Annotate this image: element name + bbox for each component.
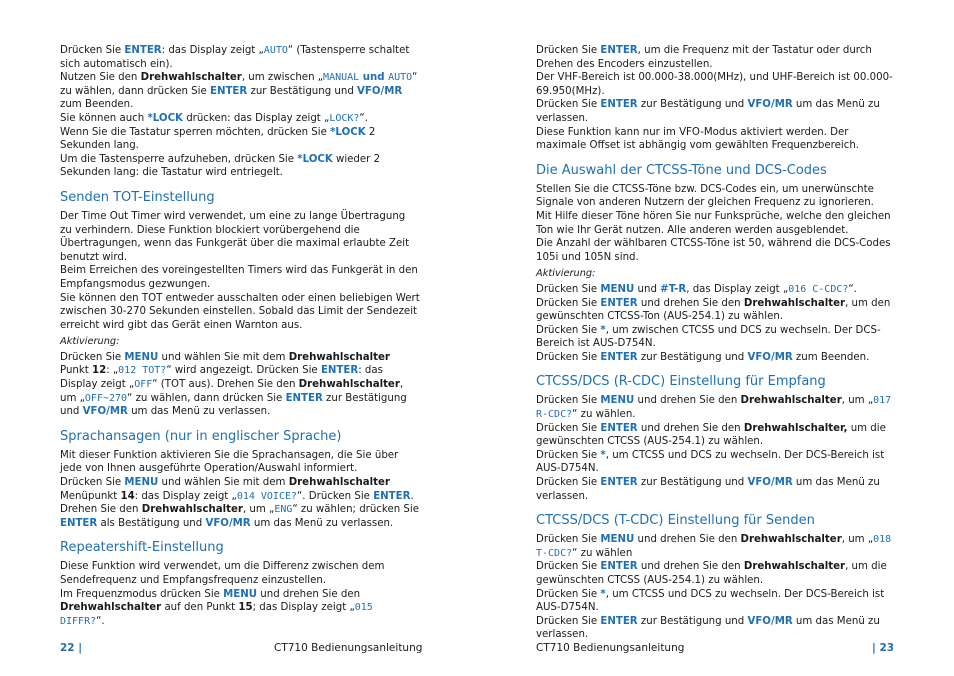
paragraph	[536, 44, 898, 71]
text-run: “ zu wählen	[572, 547, 633, 559]
section-heading	[536, 374, 898, 390]
text-run: : das Display zeigt „	[134, 490, 237, 502]
text-run: “ zu wählen; drücken Sie	[292, 504, 419, 516]
text-run: , um „	[60, 379, 404, 404]
lcd-text: LOCK?	[329, 112, 360, 124]
key-label: VFO/MR	[747, 99, 793, 111]
lcd-text: 018 T-CDC?	[536, 534, 892, 559]
text-run: Um die Tastensperre aufzuheben, drücken Sie	[60, 153, 298, 165]
key-label: VFO/MR	[205, 517, 251, 529]
text-run: : „	[106, 365, 119, 377]
text-run: Im Frequenzmodus drücken Sie	[60, 588, 224, 600]
text-run: Drücken Sie	[536, 477, 601, 489]
text-run: “.	[359, 112, 368, 124]
text-run: zur Bestätigung und	[637, 477, 748, 489]
key-label: ENTER	[600, 561, 638, 573]
text-run: wieder 2 Sekunden lang: die Tastatur wird entriegelt.	[60, 153, 381, 179]
key-label: ENTER	[209, 85, 248, 97]
text-run: Senden TOT-Einstellung	[60, 189, 215, 205]
text-run: Der Time Out Timer wird verwendet, um eine zu lange Übertragung zu verhindern. Diese Funktion blockiert vorübergehend die Übertragungen, wenn das Funkgerät über die maximal erlaubte Zeit benutzt wird.	[60, 210, 410, 263]
key-label: ENTER	[600, 422, 638, 434]
lcd-text: ENG	[274, 504, 293, 516]
text-run: Nutzen Sie den	[60, 72, 141, 84]
left-footer-title: CT710 Bedienungsanleitung	[274, 642, 423, 654]
text-run: und drehen Sie den	[257, 588, 361, 600]
key-label: VFO/MR	[747, 615, 793, 627]
section-heading	[536, 513, 898, 529]
activation-label	[60, 335, 420, 349]
text-run: Der VHF-Bereich ist 00.000-38.000(MHz), und UHF-Bereich ist 00.000-69.950(MHz).	[536, 72, 893, 97]
key-label: *	[600, 324, 606, 336]
key-label: ENTER	[373, 490, 411, 502]
paragraph	[536, 394, 898, 421]
text-run: Drücken Sie	[536, 45, 601, 56]
paragraph	[536, 126, 898, 153]
text-run: , um „	[841, 395, 874, 407]
bold-term: Drehwahlschalter	[743, 297, 846, 309]
key-label: VFO/MR	[747, 477, 793, 489]
text-run: Aktivierung:	[536, 268, 596, 280]
text-run: Drücken Sie	[536, 395, 601, 407]
text-run: um das Menü zu verlassen.	[127, 406, 271, 418]
text-run: um das Menü zu verlassen.	[250, 517, 394, 529]
text-run: .	[410, 490, 414, 502]
bold-term: Drehwahlschalter	[740, 395, 842, 407]
paragraph	[536, 560, 898, 587]
key-label: MENU	[124, 477, 159, 489]
paragraph	[60, 264, 420, 291]
paragraph	[536, 476, 898, 503]
key-label: ENTER	[600, 297, 638, 309]
paragraph	[60, 476, 420, 503]
paragraph	[60, 503, 420, 530]
text-run: , um „	[841, 534, 874, 546]
text-run: und	[634, 283, 661, 295]
text-run: und drehen Sie den	[637, 297, 744, 309]
text-run: “ zu wählen, dann drücken Sie	[127, 392, 286, 404]
text-run: 2 Sekunden lang.	[60, 126, 376, 152]
bold-term: Drehwahlschalter,	[743, 422, 848, 434]
key-label: ENTER	[124, 45, 162, 56]
text-run: Diese Funktion kann nur im VFO-Modus aktiviert werden. Der maximale Offset ist abhängig vom gewählten Frequenzbereich.	[536, 126, 860, 152]
section-heading	[536, 163, 898, 179]
text-run: , das Display zeigt „	[686, 283, 789, 295]
text-run: Drücken Sie	[536, 449, 601, 461]
text-run: : das Display zeigt „	[161, 45, 264, 56]
text-run: , um zwischen CTCSS und DCS zu wechseln. Der DCS-Bereich ist AUS-D754N.	[536, 324, 881, 350]
key-label: MENU	[124, 351, 159, 363]
key-label: *	[600, 449, 606, 461]
paragraph	[60, 210, 420, 264]
text-run: , um die gewünschten CTCSS (AUS-254.1) zu wählen.	[536, 561, 887, 586]
text-run: um die gewünschten CTCSS (AUS-254.1) zu wählen.	[536, 422, 886, 448]
paragraph	[536, 422, 898, 449]
lcd-text: 015 DIFFR?	[60, 602, 373, 627]
text-run: “.	[96, 615, 105, 627]
key-label: ENTER	[600, 477, 638, 489]
text-run: Mit dieser Funktion aktivieren Sie die Sprachansagen, die Sie über jede von Ihnen ausgeführte Operation/Auswahl informiert.	[60, 449, 399, 475]
text-run: “ wird angezeigt. Drücken Sie	[166, 365, 321, 377]
text-run: Wenn Sie die Tastatur sperren möchten, drücken Sie	[60, 126, 331, 138]
text-run: als Bestätigung und	[97, 517, 206, 529]
paragraph	[60, 44, 420, 71]
bold-term: 12	[92, 365, 107, 377]
activation-label	[536, 267, 898, 281]
text-run: Drücken Sie	[60, 351, 125, 363]
text-run: Sie können den TOT entweder ausschalten oder einen beliebigen Wert zwischen 30-270 Sekunden einstellen. Sobald das Limit der Sendezeit erreicht wird gibt das Gerät einen Warnton aus.	[60, 292, 420, 331]
key-label: VFO/MR	[82, 406, 128, 418]
bold-term: 15	[238, 602, 253, 614]
text-run: “. Drücken Sie	[297, 490, 374, 502]
bold-term: Drehwahlschalter	[298, 379, 400, 391]
lcd-text: MANUAL	[323, 72, 360, 84]
bold-term: Drehwahlschalter	[141, 504, 243, 516]
text-run: Sie können auch	[60, 112, 148, 124]
text-run: und drehen Sie den	[637, 422, 744, 434]
key-label: ENTER	[285, 392, 323, 404]
text-run: Die Auswahl der CTCSS-Töne und DCS-Codes	[536, 162, 827, 178]
paragraph	[60, 153, 420, 180]
lcd-text: 014 VOICE?	[236, 490, 298, 502]
text-run: zur Bestätigung und	[637, 351, 748, 363]
text-run: Drücken Sie	[536, 297, 601, 309]
text-run: : das Display zeigt „	[60, 365, 383, 391]
lcd-text: 017 R-CDC?	[536, 395, 892, 421]
text-run: Stellen Sie die CTCSS-Töne bzw. DCS-Codes ein, um unerwünschte Signale von anderen Nutzern der gleichen Frequenz zu ignorieren.	[536, 183, 874, 209]
bold-term: Drehwahlschalter	[288, 477, 390, 489]
paragraph	[60, 588, 420, 629]
paragraph	[536, 351, 898, 365]
text-run: “ (Tastensperre schaltet sich automatisch ein).	[60, 45, 410, 70]
paragraph	[60, 126, 420, 153]
text-run: Drücken Sie	[536, 99, 601, 111]
paragraph	[536, 533, 898, 560]
lcd-text: OFF	[134, 379, 153, 391]
text-run: Diese Funktion wird verwendet, um die Differenz zwischen dem Sendefrequenz und Empfangsfrequenz einzustellen.	[60, 561, 385, 586]
text-run: Drücken Sie	[536, 615, 601, 627]
text-run: , um CTCSS und DCS zu wechseln. Der DCS-Bereich ist AUS-D754N.	[536, 449, 885, 475]
bold-term: Drehwahlschalter	[743, 561, 846, 573]
paragraph	[60, 351, 420, 419]
text-run: Die Anzahl der wählbaren CTCSS-Töne ist 50, während die DCS-Codes 105i und 105N sind.	[536, 238, 891, 263]
text-run: Drücken Sie	[536, 351, 601, 363]
lcd-text: OFF~270	[84, 392, 128, 404]
paragraph	[536, 237, 898, 264]
key-label: #T-R	[660, 283, 687, 295]
key-label: MENU	[600, 534, 635, 546]
key-label: VFO/MR	[357, 85, 403, 97]
key-label: MENU	[600, 395, 635, 407]
paragraph	[60, 449, 420, 476]
key-label: *LOCK	[297, 153, 333, 165]
text-run: “ zu wählen, dann drücken Sie	[60, 72, 418, 97]
text-run: “ (TOT aus). Drehen Sie den	[152, 379, 299, 391]
key-label: ENTER	[60, 517, 98, 529]
key-label: ENTER	[600, 45, 638, 56]
text-run: CTCSS/DCS (T-CDC) Einstellung für Senden	[536, 513, 815, 529]
text-run: , um den gewünschten CTCSS-Ton (AUS-254.1) zu wählen.	[536, 297, 891, 323]
text-run: und wählen Sie mit dem	[158, 351, 289, 363]
text-run: Drücken Sie	[536, 588, 601, 600]
text-run: zur Bestätigung und	[637, 615, 748, 627]
text-run: Aktivierung:	[60, 336, 120, 348]
text-run: Drücken Sie	[536, 422, 601, 434]
paragraph	[60, 71, 420, 112]
key-label: und	[359, 72, 389, 84]
text-run: Mit Hilfe dieser Töne hören Sie nur Funksprüche, welche den gleichen Ton wie Ihr Gerät nutzen. Alle anderen werden ausgeblendet.	[536, 210, 891, 236]
key-label: VFO/MR	[747, 351, 793, 363]
text-run: Drücken Sie	[536, 561, 601, 573]
section-heading	[60, 429, 420, 445]
paragraph	[536, 324, 898, 351]
text-run: zum Beenden.	[792, 351, 870, 363]
text-run: um das Menü zu verlassen.	[536, 477, 880, 502]
lcd-text: 016 C-CDC?	[788, 283, 849, 295]
key-label: MENU	[223, 588, 258, 600]
text-run: Drücken Sie	[536, 283, 601, 295]
right-page-number: | 23	[872, 642, 895, 654]
key-label: ENTER	[600, 615, 638, 627]
key-label: *LOCK	[330, 126, 366, 138]
left-page-column	[60, 44, 420, 628]
paragraph	[536, 615, 898, 642]
text-run: drücken: das Display zeigt „	[182, 112, 330, 124]
text-run: zur Bestätigung und	[637, 99, 748, 111]
key-label: MENU	[600, 283, 635, 295]
bold-term: Drehwahlschalter	[60, 602, 162, 614]
right-footer-title: CT710 Bedienungsanleitung	[536, 642, 685, 654]
paragraph	[536, 183, 898, 210]
key-label: ENTER	[600, 351, 638, 363]
text-run: Drehen Sie den	[60, 504, 142, 516]
text-run: und wählen Sie mit dem	[158, 477, 289, 489]
key-label: ENTER	[320, 365, 359, 377]
text-run: und drehen Sie den	[634, 395, 741, 407]
paragraph	[60, 292, 420, 333]
text-run: Drücken Sie	[536, 534, 601, 546]
text-run: und drehen Sie den	[637, 561, 744, 573]
lcd-text: AUTO	[388, 72, 413, 84]
paragraph	[60, 560, 420, 587]
text-run: und drehen Sie den	[634, 534, 741, 546]
text-run: um das Menü zu verlassen.	[536, 99, 880, 124]
paragraph	[536, 297, 898, 324]
paragraph	[536, 283, 898, 297]
key-label: *LOCK	[147, 112, 183, 124]
text-run: Drücken Sie	[60, 477, 125, 489]
text-run: Menüpunkt	[60, 490, 121, 502]
paragraph	[536, 71, 898, 98]
paragraph	[536, 98, 898, 125]
paragraph	[536, 449, 898, 476]
left-page-number: 22 |	[60, 642, 83, 654]
text-run: Repeatershift-Einstellung	[60, 540, 224, 556]
text-run: ; das Display zeigt „	[252, 602, 355, 614]
paragraph	[536, 210, 898, 237]
text-run: “ zu wählen.	[572, 409, 636, 421]
text-run: Beim Erreichen des voreingestellten Timers wird das Funkgerät in den Empfangsmodus gezwungen.	[60, 265, 418, 290]
right-page-column	[536, 44, 898, 642]
text-run: auf den Punkt	[161, 602, 239, 614]
key-label: *	[600, 588, 606, 600]
section-heading	[60, 540, 420, 556]
section-heading	[60, 190, 420, 206]
text-run: , um CTCSS und DCS zu wechseln. Der DCS-Bereich ist AUS-D754N.	[536, 588, 885, 614]
paragraph	[536, 588, 898, 615]
bold-term: Drehwahlschalter	[140, 72, 242, 84]
bold-term: 14	[120, 490, 135, 502]
text-run: Punkt	[60, 365, 93, 377]
text-run: CTCSS/DCS (R-CDC) Einstellung für Empfang	[536, 374, 826, 390]
text-run: , um zwischen „	[241, 72, 324, 84]
lcd-text: AUTO	[263, 45, 288, 56]
bold-term: Drehwahlschalter	[288, 351, 390, 363]
key-label: ENTER	[600, 99, 638, 111]
lcd-text: 012 TOT?	[118, 365, 167, 377]
text-run: zur Bestätigung und	[60, 392, 407, 418]
text-run: um das Menü zu verlassen.	[536, 615, 880, 641]
text-run: Drücken Sie	[536, 324, 601, 336]
text-run: , um die Frequenz mit der Tastatur oder durch Drehen des Encoders einzustellen.	[536, 45, 872, 70]
text-run: “.	[848, 283, 857, 295]
text-run: zur Bestätigung und	[247, 85, 358, 97]
paragraph	[60, 112, 420, 126]
text-run: , um „	[242, 504, 275, 516]
bold-term: Drehwahlschalter	[740, 534, 842, 546]
text-run: Sprachansagen (nur in englischer Sprache)	[60, 428, 342, 444]
text-run: Drücken Sie	[60, 45, 125, 56]
text-run: zum Beenden.	[60, 99, 134, 111]
